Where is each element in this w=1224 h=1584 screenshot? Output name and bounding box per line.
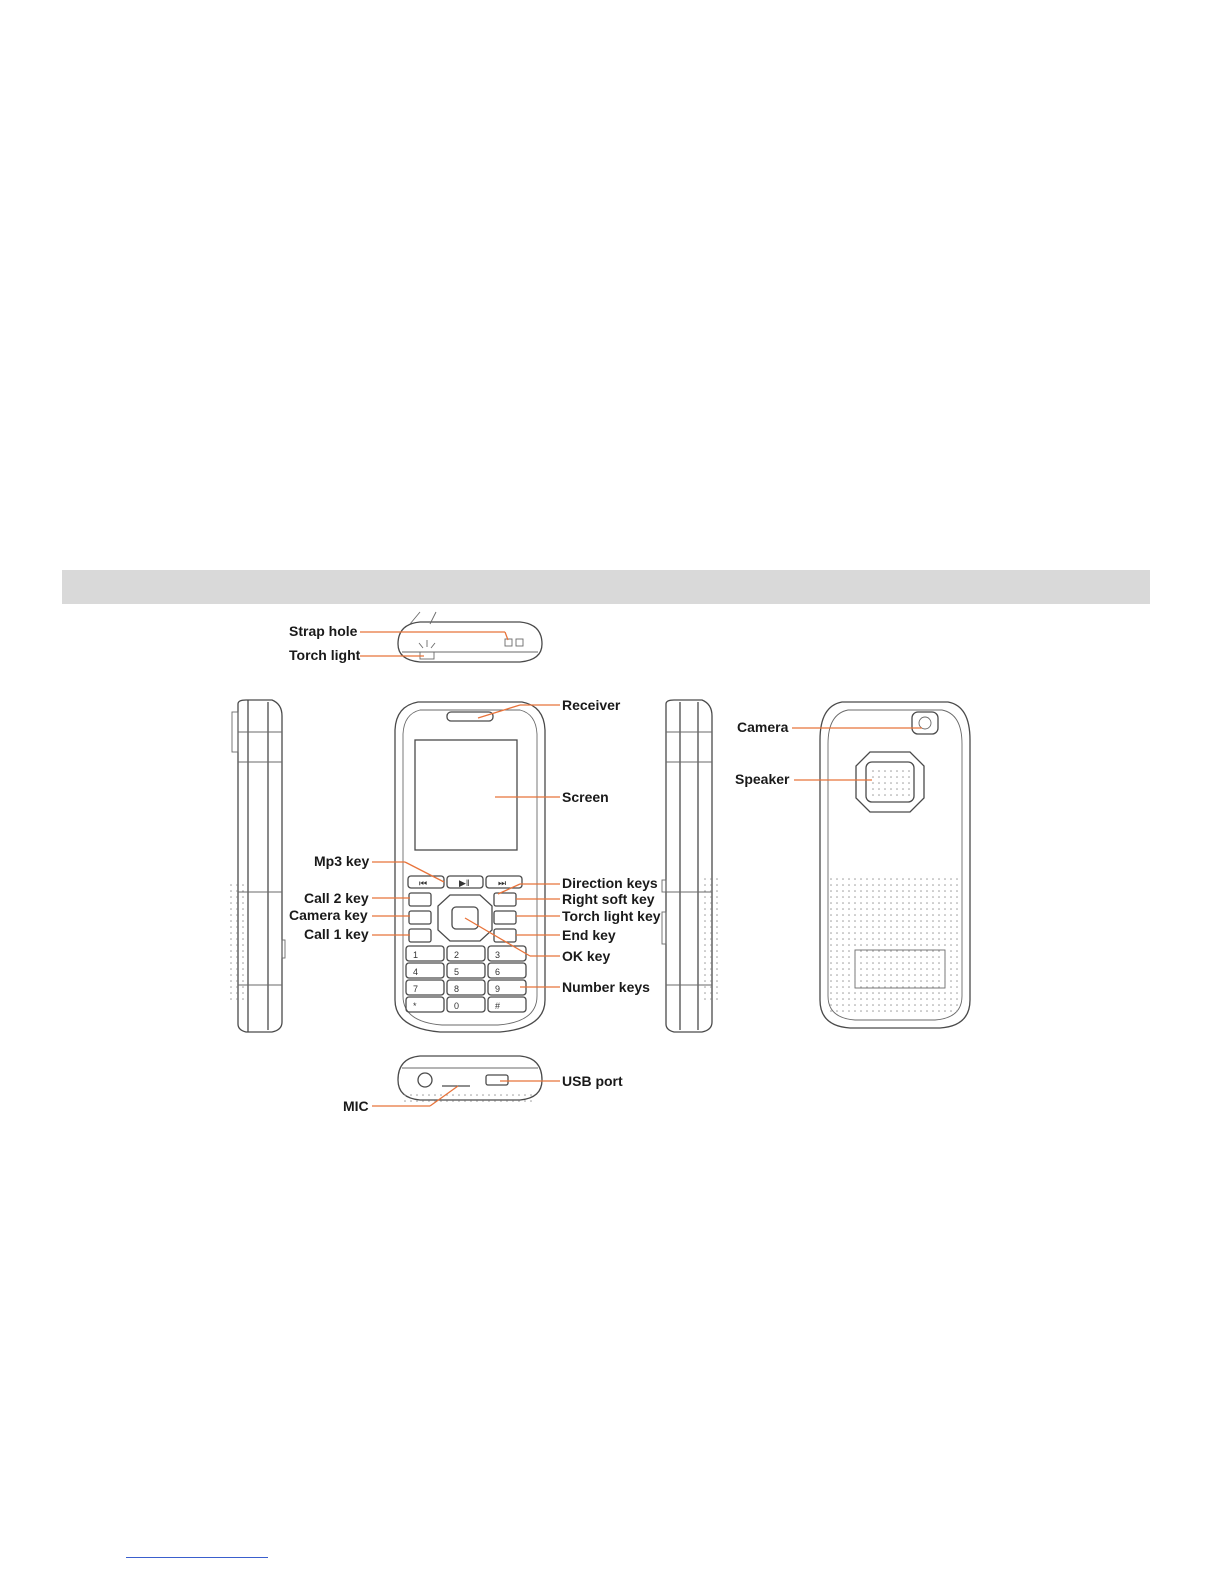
number-keys [406, 946, 526, 1012]
right-soft-key [494, 893, 516, 906]
label-torch-light: Torch light [289, 647, 361, 663]
label-screen: Screen [562, 789, 609, 805]
phone-top-view [398, 612, 542, 662]
svg-text:⏭: ⏭ [498, 878, 507, 888]
camera-key [409, 911, 431, 924]
label-strap-hole: Strap hole [289, 623, 358, 639]
back-camera-lens [912, 712, 938, 734]
key-star: * [413, 1001, 417, 1011]
label-mic: MIC [343, 1098, 369, 1114]
label-call2-key: Call 2 key [304, 890, 369, 906]
phone-back-view [820, 702, 970, 1028]
key-3: 3 [495, 950, 501, 960]
receiver-slot [447, 712, 493, 721]
end-key [494, 929, 516, 942]
headset-jack [418, 1073, 432, 1087]
svg-text:▶‖: ▶‖ [459, 878, 470, 888]
label-mp3-key: Mp3 key [314, 853, 370, 869]
usb-port-socket [486, 1075, 508, 1085]
label-ok-key: OK key [562, 948, 611, 964]
key-6: 6 [495, 967, 501, 977]
key-7: 7 [413, 984, 419, 994]
phone-right-side-view [662, 700, 718, 1032]
phone-left-side-view [226, 700, 285, 1032]
call2-key [409, 893, 431, 906]
key-9: 9 [495, 984, 501, 994]
label-end-key: End key [562, 927, 616, 943]
label-speaker: Speaker [735, 771, 790, 787]
label-usb-port: USB port [562, 1073, 623, 1089]
key-4: 4 [413, 967, 419, 977]
key-5: 5 [454, 967, 460, 977]
label-camera: Camera [737, 719, 789, 735]
label-number-keys: Number keys [562, 979, 650, 995]
label-receiver: Receiver [562, 697, 621, 713]
key-0: 0 [454, 1001, 460, 1011]
callout-labels [289, 623, 790, 1114]
label-call1-key: Call 1 key [304, 926, 369, 942]
label-torch-light-key: Torch light key [562, 908, 661, 924]
mp3-keys [408, 876, 522, 888]
key-1: 1 [413, 950, 419, 960]
key-hash: # [495, 1001, 501, 1011]
call1-key [409, 929, 431, 942]
screen-area [415, 740, 517, 850]
phone-front-view [395, 702, 545, 1032]
label-direction-keys: Direction keys [562, 875, 658, 891]
key-2: 2 [454, 950, 460, 960]
back-speaker [856, 752, 924, 812]
key-8: 8 [454, 984, 460, 994]
footnote-rule [126, 1557, 268, 1558]
torch-light-key [494, 911, 516, 924]
label-camera-key: Camera key [289, 907, 368, 923]
svg-text:⏮: ⏮ [419, 878, 428, 888]
strap-hole-icon [505, 639, 512, 646]
label-right-soft-key: Right soft key [562, 891, 655, 907]
